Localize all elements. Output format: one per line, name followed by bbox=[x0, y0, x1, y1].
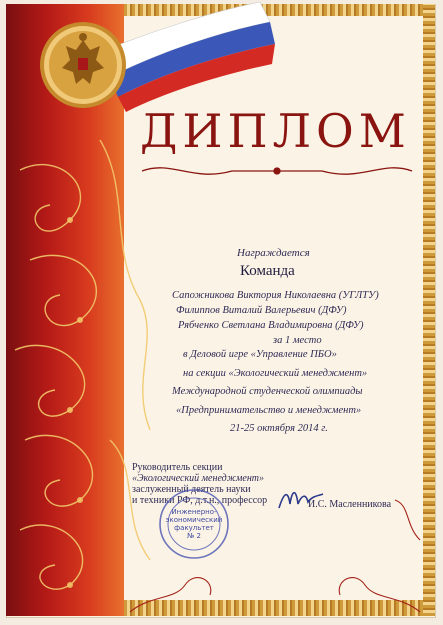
section-line: на секции «Экологический менеджмент» bbox=[183, 368, 368, 379]
game-line: в Деловой игре «Управление ПБО» bbox=[183, 349, 337, 360]
team-member: Филиппов Виталий Валерьевич (ДФУ) bbox=[176, 305, 347, 316]
diploma-title: ДИПЛОМ bbox=[140, 104, 411, 158]
event-dates: 21-25 октября 2014 г. bbox=[230, 423, 328, 434]
title-flourish bbox=[132, 160, 422, 182]
handwritten-signature bbox=[276, 484, 326, 514]
olympiad-name: «Предпринимательство и менеджмент» bbox=[176, 405, 362, 416]
signer-name: И.С. Масленникова bbox=[308, 499, 392, 510]
recipient-name: Команда bbox=[240, 263, 295, 279]
signature-line-4: и техники РФ, д.т.н., профессор bbox=[132, 495, 268, 506]
stamp-text: экономический bbox=[165, 516, 223, 525]
signature-line-3: заслуженный деятель науки bbox=[132, 484, 251, 495]
awarded-label: Награждается bbox=[237, 247, 310, 259]
signature-line-2: «Экологический менеджмент» bbox=[132, 473, 265, 484]
signature-line-1: Руководитель секции bbox=[132, 462, 223, 473]
team-member: Сапожникова Виктория Николаевна (УГЛТУ) bbox=[172, 290, 379, 301]
stamp-text: Инженерно- bbox=[171, 508, 217, 516]
stamp-text: № 2 bbox=[187, 532, 201, 541]
olympiad-line: Международной студенческой олимпиады bbox=[172, 386, 363, 397]
official-stamp bbox=[158, 488, 230, 564]
team-member: Рябченко Светлана Владимировна (ДФУ) bbox=[178, 320, 364, 331]
coat-of-arms-emblem bbox=[38, 20, 128, 110]
stamp-text: факультет bbox=[174, 524, 214, 533]
place-line: за 1 место bbox=[273, 335, 322, 346]
